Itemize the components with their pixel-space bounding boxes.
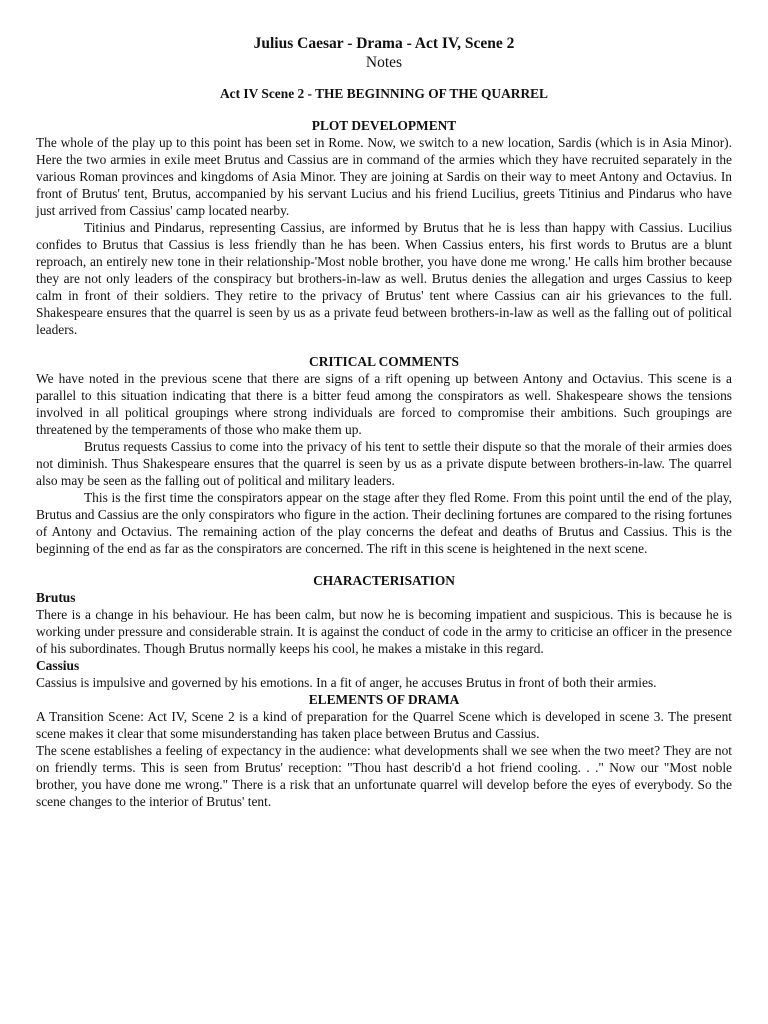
brutus-paragraph: There is a change in his behaviour. He has been calm, but now he is becoming impatient and suspicious. This is because he is working under pressure and considerable strain. It is against the conduct of code in the army to criticise an officer in the presence of his subordinates. Though Brutus normally keeps his cool, he makes a mistake in this regard. bbox=[36, 607, 732, 656]
critical-comments-heading: CRITICAL COMMENTS bbox=[309, 354, 459, 369]
elements-of-drama-heading: ELEMENTS OF DRAMA bbox=[308, 692, 460, 707]
plot-paragraph-2: Titinius and Pindarus, representing Cassius, are informed by Brutus that he is less than happy with Cassius. Lucilius confides to Brutus that Cassius is less friendly than he has been. When Cassius enters, his first words to Brutus are a blunt reproach, an entirely new tone in their relationship-'Most noble brother, you have done me wrong.' He calls him brother because they are not only leaders of the conspiracy but brothers-in-law as well. Brutus denies the allegation and urges Cassius to keep calm in front of their soldiers. They retire to the privacy of Brutus' tent where Cassius can air his grievances to the full. Shakespeare ensures that the quarrel is seen by us as a private feud between brothers-in-law as well as the falling out of political leaders. bbox=[36, 220, 732, 337]
plot-development-heading: PLOT DEVELOPMENT bbox=[311, 118, 457, 133]
document-page bbox=[36, 34, 732, 810]
elements-paragraph-1: A Transition Scene: Act IV, Scene 2 is a kind of preparation for the Quarrel Scene which is developed in scene 3. The present scene makes it clear that some misunderstanding has taken place between Brutus and Cassius. bbox=[36, 709, 732, 741]
critical-paragraph-1: We have noted in the previous scene that there are signs of a rift opening up between Antony and Octavius. This scene is a parallel to this situation indicating that there is a bitter feud among the conspirators as well. Shakespeare shows the tensions involved in all political groupings where strong individuals are forced to compromise their ambitions. Such groupings are threatened by the temperaments of those who make them up. bbox=[36, 371, 732, 437]
characterisation-heading: CHARACTERISATION bbox=[313, 573, 455, 588]
critical-paragraph-3: This is the first time the conspirators appear on the stage after they fled Rome. From this point until the end of the play, Brutus and Cassius are the only conspirators who figure in the action. Their declining fortunes are compared to the rising fortunes of Antony and Octavius. The remaining action of the play concerns the defeat and deaths of Brutus and Cassius. This is the beginning of the end as far as the conspirators are concerned. The rift in this scene is heightened in the next scene. bbox=[36, 490, 732, 556]
brutus-heading: Brutus bbox=[36, 590, 76, 605]
cassius-heading: Cassius bbox=[36, 658, 80, 673]
cassius-paragraph: Cassius is impulsive and governed by his emotions. In a fit of anger, he accuses Brutus in front of both their armies. bbox=[36, 675, 657, 690]
scene-heading: Act IV Scene 2 - THE BEGINNING OF THE QUARREL bbox=[220, 86, 548, 101]
plot-paragraph-1: The whole of the play up to this point has been set in Rome. Now, we switch to a new location, Sardis (which is in Asia Minor). Here the two armies in exile meet Brutus and Cassius are in command of the armies which they have recruited separately in the various Roman provinces and kingdoms of Asia Minor. They are joining at Sardis on their way to meet Antony and Octavius. In front of Brutus' tent, Brutus, accompanied by his servant Lucius and his friend Lucilius, greets Titinius and Pindarus who have just arrived from Cassius' camp located nearby. bbox=[36, 135, 732, 218]
elements-paragraph-2: The scene establishes a feeling of expectancy in the audience: what developments shall we see when the two meet? They are not on friendly terms. This is seen from Brutus' reception: "Thou hast describ'd a hot friend cooling. . ." Now our "Most noble brother, you have done me wrong." There is a risk that an unfortunate quarrel will develop before the eyes of everybody. So the scene changes to the interior of Brutus' tent. bbox=[36, 743, 732, 809]
document-subtitle: Notes bbox=[365, 54, 403, 71]
critical-paragraph-2: Brutus requests Cassius to come into the privacy of his tent to settle their dispute so that the morale of their armies does not diminish. Thus Shakespeare ensures that the quarrel is seen by us as a private dispute between brothers-in-law. The quarrel also may be seen as the falling out of political and military leaders. bbox=[36, 439, 732, 488]
document-title: Julius Caesar - Drama - Act IV, Scene 2 bbox=[253, 35, 515, 52]
